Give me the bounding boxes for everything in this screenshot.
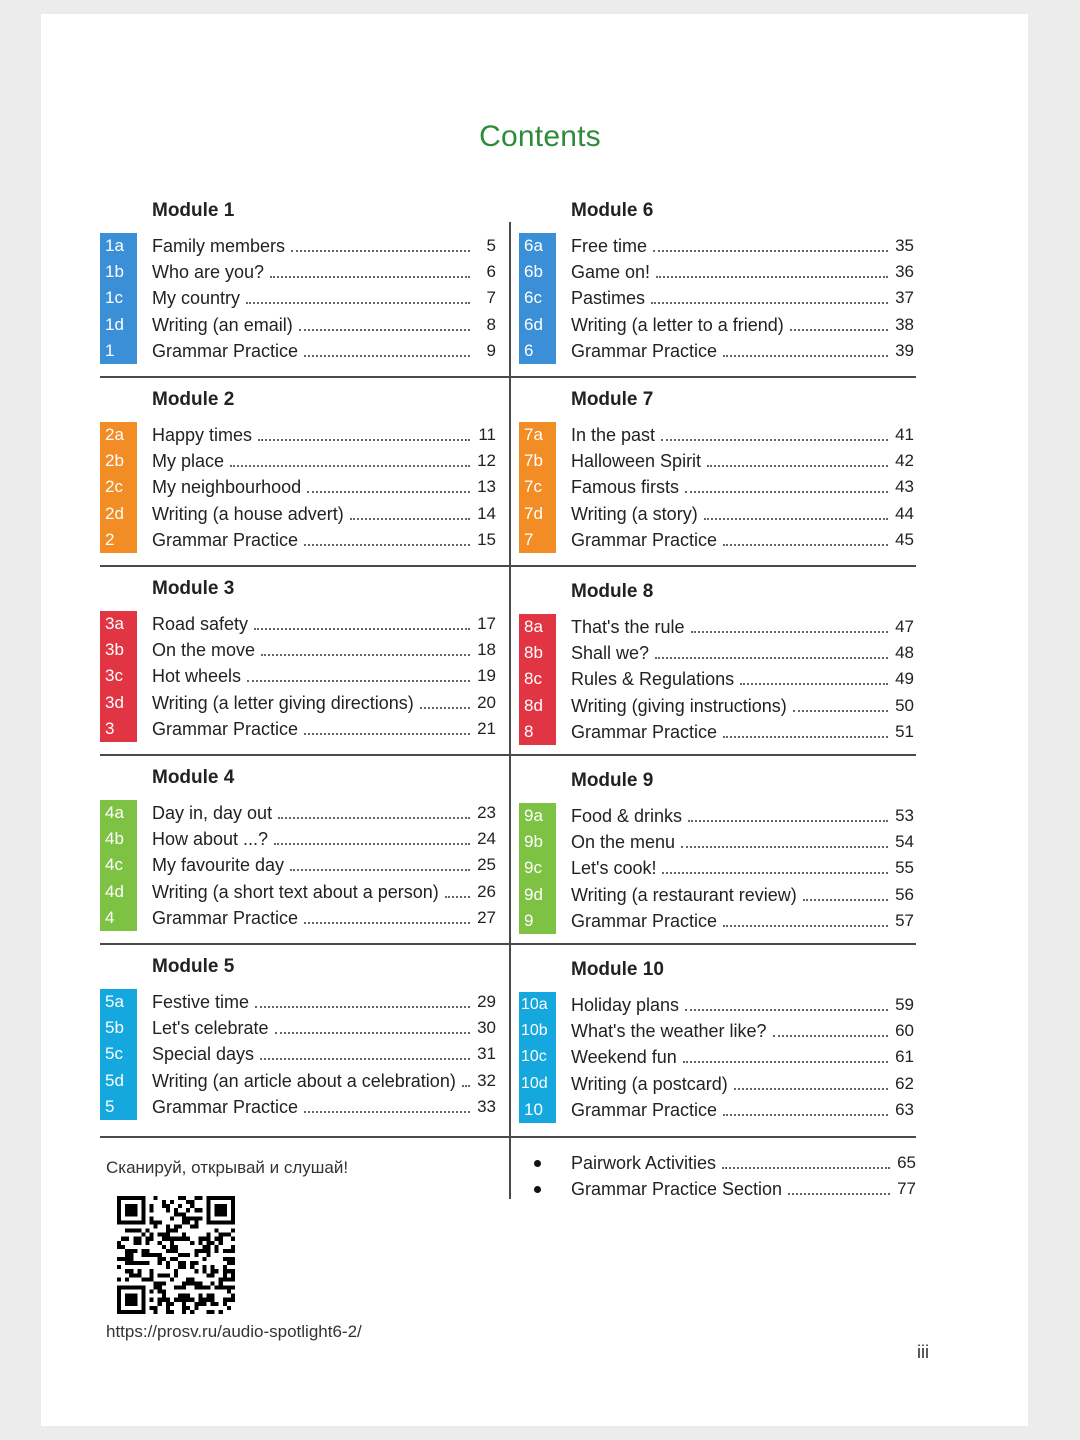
page-ref: 33 [477,1096,496,1116]
lesson-title: Writing (a story) [571,503,698,524]
lesson-code: 6d [524,314,543,334]
dot-leader [258,439,470,441]
lesson-title: Grammar Practice [152,718,299,739]
lesson-title: Grammar Practice [571,340,718,361]
toc-entry[interactable] [519,338,914,364]
lesson-code: 9b [524,832,543,852]
page-ref: 38 [895,314,914,334]
toc-entry[interactable] [519,803,914,829]
dot-leader [688,820,888,822]
page-ref: 43 [895,477,914,497]
lesson-title: My neighbourhood [152,477,302,498]
audio-link[interactable]: https://prosv.ru/audio-spotlight6-2/ [106,1322,362,1341]
lesson-title: Writing (a house advert) [152,503,344,524]
dot-leader [773,1035,888,1037]
lesson-code: 8a [524,617,543,636]
dot-leader [722,1167,890,1169]
lesson-code: 4 [105,907,115,927]
page-ref: 26 [477,881,496,901]
lesson-code: 3d [105,692,124,712]
lesson-title: Writing (an email) [152,314,293,335]
lesson-code: 5d [105,1070,124,1090]
lesson-code: 4b [105,829,124,849]
lesson-title: Famous firsts [571,477,680,498]
lesson-code: 9 [524,910,534,930]
page-ref: 8 [486,314,496,334]
bullet-icon [534,1160,541,1167]
page-ref: 42 [895,451,914,471]
page-ref: 23 [477,803,496,822]
page-ref: 54 [895,832,914,852]
lesson-code: 6 [524,340,534,360]
dot-leader [681,846,888,848]
toc-extra-entry[interactable] [530,1176,916,1202]
dot-leader [350,518,470,520]
page-ref: 25 [477,855,496,875]
lesson-title: Grammar Practice [571,529,718,550]
toc-entry[interactable] [519,693,914,719]
page-ref: 12 [477,451,496,471]
lesson-code: 2 [105,529,115,549]
lesson-code: 8b [524,643,543,663]
toc-entry[interactable] [100,716,496,742]
lesson-code: 10 [524,1099,543,1119]
lesson-code: 9c [524,858,542,878]
dot-leader [462,1085,470,1087]
toc-entry[interactable] [519,719,914,745]
dot-leader [290,869,470,871]
lesson-title: Writing (a postcard) [571,1073,728,1094]
toc-entry[interactable] [519,1097,914,1123]
toc-entry[interactable] [100,259,496,285]
section-divider [100,943,509,945]
dot-leader [299,329,470,331]
lesson-title: How about ...? [152,829,269,850]
lesson-title: Let's celebrate [152,1018,269,1039]
dot-leader [793,710,888,712]
lesson-code: 4c [105,855,123,875]
lesson-title: Grammar Practice [571,910,718,931]
lesson-title: Festive time [152,992,250,1012]
dot-leader [683,1061,888,1063]
page-ref: 14 [477,503,496,523]
page-ref: 53 [895,806,914,825]
lesson-title: Writing (giving instructions) [571,695,787,716]
lesson-title: Day in, day out [152,803,273,823]
page-ref: 55 [895,858,914,878]
lesson-title: Food & drinks [571,806,683,826]
dot-leader [723,355,888,357]
lesson-code: 3 [105,718,115,738]
toc-entry[interactable] [100,1094,496,1120]
lesson-title: Grammar Practice [152,907,299,928]
lesson-code: 6c [524,288,542,308]
lesson-code: 1c [105,288,123,308]
dot-leader [734,1088,888,1090]
lesson-code: 5c [105,1044,123,1064]
lesson-title: Writing (an article about a celebration) [152,1070,456,1091]
page-ref: 31 [477,1044,496,1064]
toc-entry[interactable] [519,1044,914,1070]
dot-leader [254,628,470,630]
lesson-code: 8d [524,695,543,715]
extra-title: Pairwork Activities [571,1153,717,1173]
lesson-title: Grammar Practice [571,1099,718,1120]
page-ref: 65 [897,1153,916,1172]
lesson-title: Writing (a letter giving directions) [152,692,414,713]
lesson-title: Happy times [152,425,253,445]
page-ref: 77 [897,1179,916,1199]
section-divider [100,1136,509,1138]
dot-leader [230,465,470,467]
lesson-title: Holiday plans [571,995,680,1015]
lesson-code: 8c [524,669,542,689]
lesson-code: 6b [524,262,543,282]
page-ref: 63 [895,1099,914,1119]
dot-leader [655,657,888,659]
lesson-title: Shall we? [571,643,650,664]
page-ref: 18 [477,640,496,660]
page-ref: 60 [895,1021,914,1041]
toc-entry[interactable] [519,614,914,640]
page-ref: 7 [486,288,496,308]
dot-leader [653,250,888,252]
lesson-code: 1 [105,340,115,360]
lesson-code: 2b [105,451,124,471]
lesson-title: Pastimes [571,288,646,309]
lesson-code: 2a [105,425,124,444]
lesson-code: 9d [524,884,543,904]
toc-entry[interactable] [519,527,914,553]
toc-extra-entry[interactable] [530,1150,916,1176]
page-ref: 56 [895,884,914,904]
page-ref: 13 [477,477,496,497]
toc-entry[interactable] [100,474,496,500]
lesson-title: Grammar Practice [152,340,299,361]
page-number: iii [917,1342,929,1362]
lesson-title: Hot wheels [152,666,242,687]
dot-leader [270,276,470,278]
toc-entry[interactable] [519,829,914,855]
toc-entry[interactable] [519,474,914,500]
page-title: Contents [479,120,601,153]
toc-entry[interactable] [100,1041,496,1067]
lesson-title: What's the weather like? [571,1021,767,1042]
lesson-title: Halloween Spirit [571,451,702,472]
lesson-title: Weekend fun [571,1047,677,1068]
dot-leader [304,1111,470,1113]
toc-entry[interactable] [519,666,914,692]
toc-entry[interactable] [519,259,914,285]
module-title: Module 9 [571,770,654,791]
lesson-code: 7c [524,477,542,497]
page-ref: 32 [477,1070,496,1090]
lesson-code: 10b [521,1022,548,1040]
toc-entry[interactable] [519,233,914,259]
toc-entry[interactable] [519,855,914,881]
toc-entry[interactable] [519,908,914,934]
page-ref: 27 [477,907,496,927]
dot-leader [723,736,888,738]
toc-entry[interactable] [100,663,496,689]
dot-leader [304,733,470,735]
toc-entry[interactable] [100,527,496,553]
dot-leader [707,465,888,467]
lesson-title: On the menu [571,832,676,853]
page-ref: 48 [895,643,914,663]
section-divider [511,943,916,945]
lesson-code: 3b [105,640,124,660]
toc-entry[interactable] [100,637,496,663]
lesson-code: 10d [521,1074,548,1092]
lesson-title: My favourite day [152,855,285,876]
lesson-title: Road safety [152,614,249,634]
lesson-title: Writing (a restaurant review) [571,884,797,905]
dot-leader [656,276,888,278]
dot-leader [247,680,470,682]
lesson-code: 3a [105,614,124,633]
module-title: Module 8 [571,581,654,602]
lesson-title: That's the rule [571,617,685,637]
page-ref: 24 [477,829,496,849]
lesson-code: 8 [524,721,534,741]
section-divider [511,376,916,378]
lesson-code: 7a [524,425,543,444]
toc-entry[interactable] [100,800,496,826]
dot-leader [261,654,470,656]
toc-entry[interactable] [100,233,496,259]
page-ref: 30 [477,1018,496,1038]
module-title: Module 1 [152,200,235,221]
toc-entry[interactable] [100,1015,496,1041]
page-ref: 35 [895,236,914,255]
dot-leader [661,439,888,441]
toc-entry[interactable] [519,312,914,338]
dot-leader [278,817,470,819]
dot-leader [255,1006,470,1008]
page-ref: 11 [478,425,496,444]
page-ref: 9 [486,340,496,360]
dot-leader [803,899,888,901]
lesson-title: Grammar Practice [152,529,299,550]
dot-leader [304,544,470,546]
lesson-title: Grammar Practice [152,1096,299,1117]
lesson-code: 7 [524,529,534,549]
toc-entry[interactable] [100,826,496,852]
dot-leader [291,250,470,252]
toc-entry[interactable] [519,285,914,311]
module-title: Module 10 [571,959,664,980]
scan-caption: Сканируй, открывай и слушай! [106,1158,349,1177]
page-ref: 21 [477,718,496,738]
page-ref: 17 [477,614,496,633]
page-ref: 41 [895,425,914,444]
dot-leader [445,896,470,898]
lesson-title: Rules & Regulations [571,669,735,690]
lesson-title: Free time [571,236,648,256]
page-ref: 29 [477,992,496,1011]
page-ref: 6 [486,262,496,282]
toc-entry[interactable] [100,312,496,338]
bullet-icon [534,1186,541,1193]
page-ref: 57 [895,910,914,930]
lesson-title: Special days [152,1044,255,1065]
dot-leader [691,631,888,633]
lesson-code: 10c [521,1048,547,1066]
lesson-title: Grammar Practice [571,721,718,742]
dot-leader [307,491,470,493]
page-ref: 36 [895,262,914,282]
qr-code-icon[interactable] [117,1196,235,1314]
dot-leader [275,1032,470,1034]
section-divider [511,754,916,756]
dot-leader [651,302,888,304]
module-title: Module 6 [571,200,654,221]
toc-entry[interactable] [519,640,914,666]
toc-entry[interactable] [100,501,496,527]
lesson-code: 2d [105,503,124,523]
page-ref: 59 [895,995,914,1014]
toc-entry[interactable] [519,1018,914,1044]
dot-leader [685,491,888,493]
toc-entry[interactable] [100,989,496,1015]
section-divider [511,1136,916,1138]
toc-entry[interactable] [100,905,496,931]
lesson-code: 6a [524,236,543,255]
lesson-code: 4d [105,881,124,901]
toc-entry[interactable] [100,879,496,905]
lesson-code: 3c [105,666,123,686]
lesson-code: 1d [105,314,124,334]
page-ref: 49 [895,669,914,689]
toc-entry[interactable] [519,882,914,908]
module-title: Module 7 [571,389,654,410]
module-title: Module 5 [152,956,235,977]
lesson-title: My place [152,451,225,472]
lesson-code: 7d [524,503,543,523]
toc-entry[interactable] [519,422,914,448]
dot-leader [740,683,888,685]
page-ref: 45 [895,529,914,549]
lesson-title: Writing (a letter to a friend) [571,314,784,335]
toc-entry[interactable] [519,448,914,474]
toc-entry[interactable] [100,285,496,311]
toc-entry[interactable] [100,1068,496,1094]
section-divider [511,565,916,567]
dot-leader [685,1009,888,1011]
dot-leader [788,1193,890,1195]
lesson-code: 1a [105,236,124,255]
page-ref: 20 [477,692,496,712]
dot-leader [420,707,470,709]
page-ref: 50 [895,695,914,715]
dot-leader [274,843,470,845]
dot-leader [704,518,888,520]
lesson-code: 4a [105,803,124,822]
dot-leader [246,302,470,304]
lesson-title: My country [152,288,241,309]
page-ref: 5 [486,236,496,255]
lesson-title: Who are you? [152,262,265,283]
lesson-title: In the past [571,425,656,445]
lesson-title: Let's cook! [571,858,657,879]
toc-entry[interactable] [519,501,914,527]
section-divider [100,376,509,378]
toc-entry[interactable] [100,422,496,448]
module-title: Module 4 [152,767,235,788]
dot-leader [304,355,470,357]
dot-leader [260,1058,470,1060]
toc-entry[interactable] [100,338,496,364]
page-ref: 44 [895,503,914,523]
toc-entry[interactable] [100,852,496,878]
lesson-title: Family members [152,236,286,256]
page-ref: 37 [895,288,914,308]
dot-leader [723,1114,888,1116]
lesson-title: Game on! [571,262,651,283]
dot-leader [723,925,888,927]
dot-leader [723,544,888,546]
lesson-title: On the move [152,640,256,661]
lesson-code: 7b [524,451,543,471]
column-divider [509,222,511,1199]
section-divider [100,754,509,756]
lesson-code: 10a [521,996,548,1013]
lesson-code: 1b [105,262,124,282]
lesson-code: 5a [105,992,124,1011]
lesson-title: Writing (a short text about a person) [152,881,439,902]
toc-entry[interactable] [519,992,914,1018]
module-title: Module 3 [152,578,235,599]
lesson-code: 5b [105,1018,124,1038]
toc-entry[interactable] [100,611,496,637]
dot-leader [790,329,888,331]
page-ref: 62 [895,1073,914,1093]
dot-leader [662,872,888,874]
section-divider [100,565,509,567]
extra-title: Grammar Practice Section [571,1179,783,1200]
page-ref: 15 [477,529,496,549]
dot-leader [304,922,470,924]
toc-entry[interactable] [100,690,496,716]
page-ref: 19 [477,666,496,686]
page-ref: 47 [895,617,914,636]
toc-entry[interactable] [519,1071,914,1097]
module-title: Module 2 [152,389,235,410]
lesson-code: 2c [105,477,123,497]
page-ref: 39 [895,340,914,360]
page-ref: 61 [895,1047,914,1067]
lesson-code: 9a [524,806,543,825]
page-ref: 51 [895,721,914,741]
lesson-code: 5 [105,1096,115,1116]
toc-entry[interactable] [100,448,496,474]
